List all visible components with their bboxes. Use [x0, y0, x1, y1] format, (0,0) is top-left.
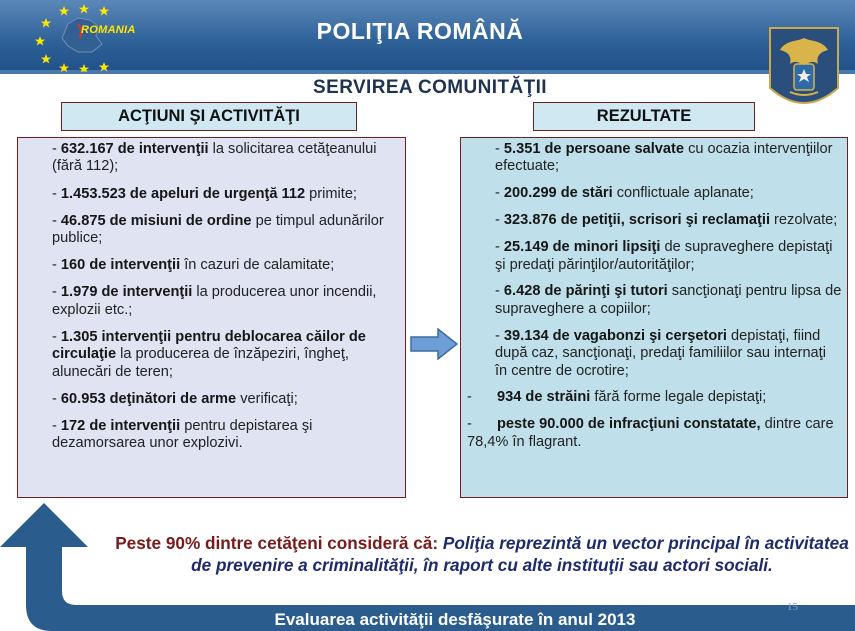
result-item: - 5.351 de persoane salvate cu ocazia intervenţiilor efectuate;	[495, 141, 833, 175]
result-item: - 39.134 de vagabonzi şi cerşetori depistaţi, fiind după caz, sancţionaţi, predaţi familiilor sau internaţi în centre de ocrotire;	[495, 327, 826, 379]
result-item: - 25.149 de minori lipsiţi de supraveghere depistaţi şi predaţi părinţilor/autorităţilor;	[495, 239, 833, 273]
result-item: - 200.299 de stări conflictuale aplanate;	[495, 185, 754, 202]
results-heading: REZULTATE	[533, 102, 755, 131]
conclusion-statement	[112, 532, 852, 576]
action-item: - 160 de intervenţii în cazuri de calamitate;	[52, 257, 335, 274]
section-title: SERVIREA COMUNITĂŢII	[313, 77, 547, 98]
header-band	[0, 0, 855, 74]
romania-eu-map-icon	[18, 2, 154, 72]
action-item: - 60.953 deţinători de arme verificaţi;	[52, 390, 298, 407]
result-item: - 6.428 de părinţi şi tutori sancţionaţi pentru lipsa de supraveghere a copiilor;	[495, 283, 842, 317]
results-panel	[460, 137, 848, 498]
page-number: 15	[787, 601, 798, 613]
logo-text: ROMANIA	[81, 24, 136, 36]
conclusion-lead: Peste 90% dintre cetăţeni consideră că:	[115, 533, 439, 553]
action-item: - 1.305 intervenţii pentru deblocarea căilor de circulaţie la producerea de înzăpeziri, îngheţ, alunecări de teren;	[52, 328, 366, 380]
police-crest-icon	[768, 26, 840, 118]
result-item: - 934 de străini fără forme legale depistaţi;	[467, 389, 767, 406]
action-item: - 172 de intervenţii pentru depistarea şi dezamorsarea unor explozivi.	[52, 417, 313, 452]
action-item: - 46.875 de misiuni de ordine pe timpul adunărilor publice;	[52, 212, 384, 246]
page-title: POLIŢIA ROMÂNĂ	[316, 18, 524, 44]
actions-heading: ACŢIUNI ŞI ACTIVITĂŢI	[61, 102, 357, 131]
action-item: - 1.979 de intervenţii la producerea unor incendii, explozii etc.;	[52, 284, 377, 318]
actions-panel	[17, 137, 406, 498]
result-item: - 323.876 de petiţii, scrisori şi reclamaţii rezolvate;	[495, 212, 838, 229]
conclusion-quote: Poliţia reprezintă un vector principal în activitatea de prevenire a criminalităţii, în raport cu alte instituţii sau actori sociali.	[191, 533, 849, 575]
right-arrow-icon	[410, 328, 458, 360]
action-item: - 1.453.523 de apeluri de urgenţă 112 primite;	[52, 185, 357, 202]
action-item: - 632.167 de intervenţii la solicitarea cetăţeanului (fără 112);	[52, 141, 377, 175]
footer-caption: Evaluarea activităţii desfăşurate în anul 2013	[274, 610, 636, 629]
result-item: - peste 90.000 de infracţiuni constatate, dintre care 78,4% în flagrant.	[467, 416, 834, 450]
